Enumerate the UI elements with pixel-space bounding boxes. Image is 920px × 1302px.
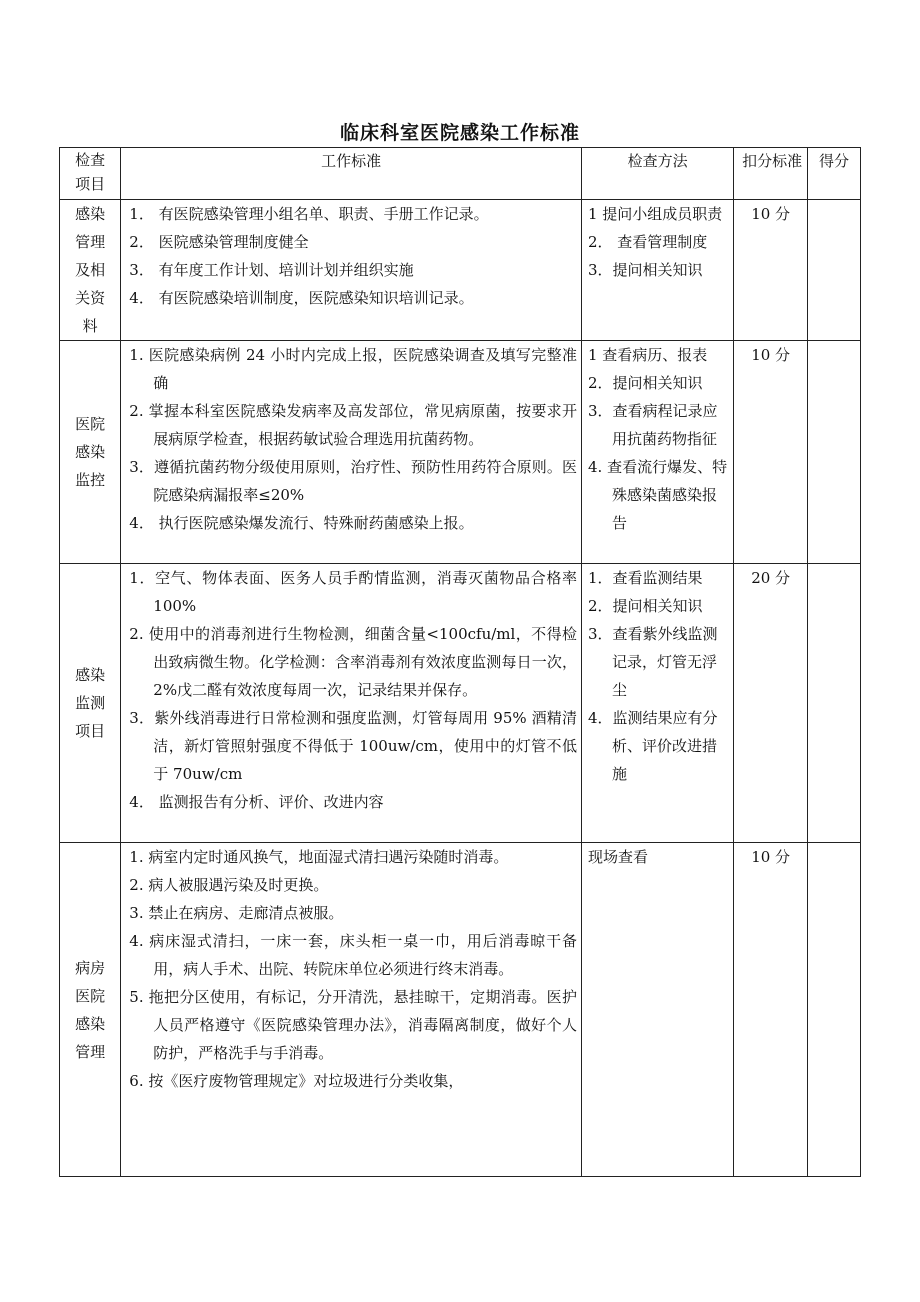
standard-line: 6. 按《医疗废物管理规定》对垃圾进行分类收集， (129, 1072, 464, 1090)
row-score (808, 843, 861, 1177)
table-header-row (60, 148, 861, 200)
row-item: 病房医院感染管理 (60, 843, 121, 1177)
table-row (60, 341, 861, 564)
row-standards (121, 341, 582, 564)
standard-line: 3．紫外线消毒进行日常检测和强度监测，灯管每周用 95% 酒精清洁，新灯管照射强度不得低于 100uw/cm，使用中的灯管不低于 70uw/cm (129, 709, 577, 783)
method-line: 1 查看病历、报表 (588, 346, 708, 364)
row-methods (582, 200, 734, 341)
header-deduct: 扣分标准 (734, 148, 808, 200)
standards-table (59, 147, 861, 1177)
method-line: 1 提问小组成员职责 (588, 205, 723, 223)
row-deduct: 10 分 (734, 200, 808, 341)
standard-line: 3. 禁止在病房、走廊清点被服。 (129, 904, 344, 922)
standard-line: 4． 执行医院感染爆发流行、特殊耐药菌感染上报。 (129, 514, 474, 532)
standard-line: 2. 使用中的消毒剂进行生物检测，细菌含量<100cfu/ml，不得检出致病微生物。化学检测：含率消毒剂有效浓度监测每日一次，2%戊二醛有效浓度每周一次，记录结果并保存。 (129, 625, 577, 699)
header-item: 检查项目 (60, 148, 121, 200)
row-deduct: 10 分 (734, 341, 808, 564)
method-line: 3．查看紫外线监测记录，灯管无浮尘 (588, 625, 718, 699)
standard-line: 3．遵循抗菌药物分级使用原则，治疗性、预防性用药符合原则。医院感染病漏报率≤20% (129, 458, 577, 504)
row-item: 感染管理及相关资料 (60, 200, 121, 341)
standard-line: 4． 有医院感染培训制度，医院感染知识培训记录。 (129, 289, 474, 307)
header-score: 得分 (808, 148, 861, 200)
header-standard: 工作标准 (121, 148, 582, 200)
row-standards (121, 200, 582, 341)
page-title: 临床科室医院感染工作标准 (339, 122, 580, 144)
standard-line: 4． 监测报告有分析、评价、改进内容 (129, 793, 384, 811)
row-score (808, 200, 861, 341)
method-line: 3．提问相关知识 (588, 261, 703, 279)
header-method: 检查方法 (582, 148, 734, 200)
method-line: 4. 查看流行爆发、特殊感染菌感染报告 (588, 458, 728, 532)
standard-line: 1. 病室内定时通风换气，地面湿式清扫遇污染随时消毒。 (129, 848, 509, 866)
standard-line: 5. 拖把分区使用，有标记，分开清洗，悬挂晾干，定期消毒。医护人员严格遵守《医院感染管理办法》，消毒隔离制度，做好个人防护，严格洗手与手消毒。 (129, 988, 577, 1062)
method-line: 2． 查看管理制度 (588, 233, 708, 251)
row-methods (582, 341, 734, 564)
row-methods (582, 564, 734, 843)
row-deduct: 10 分 (734, 843, 808, 1177)
method-line: 2．提问相关知识 (588, 374, 703, 392)
row-standards (121, 843, 582, 1177)
row-item: 感染监测项目 (60, 564, 121, 843)
row-item: 医院感染监控 (60, 341, 121, 564)
row-score (808, 564, 861, 843)
standard-line: 3． 有年度工作计划、培训计划并组织实施 (129, 261, 414, 279)
row-methods (582, 843, 734, 1177)
method-line: 4．监测结果应有分析、评价改进措施 (588, 709, 718, 783)
standard-line: 2. 掌握本科室医院感染发病率及高发部位，常见病原菌，按要求开展病原学检查，根据药敏试验合理选用抗菌药物。 (129, 402, 577, 448)
standard-line: 4. 病床湿式清扫，一床一套，床头柜一桌一巾，用后消毒晾干备用，病人手术、出院、转院床单位必须进行终末消毒。 (129, 932, 577, 978)
row-standards (121, 564, 582, 843)
row-deduct: 20 分 (734, 564, 808, 843)
method-line: 2．提问相关知识 (588, 597, 703, 615)
table-row (60, 200, 861, 341)
standard-line: 1. 医院感染病例 24 小时内完成上报，医院感染调查及填写完整准确 (129, 346, 577, 392)
standard-line: 1．空气、物体表面、医务人员手酌情监测，消毒灭菌物品合格率 100% (129, 569, 577, 615)
method-line: 3．查看病程记录应用抗菌药物指征 (588, 402, 718, 448)
standard-line: 2. 病人被服遇污染及时更换。 (129, 876, 329, 894)
table-row (60, 564, 861, 843)
standard-line: 2． 医院感染管理制度健全 (129, 233, 309, 251)
method-line: 现场查看 (588, 848, 649, 866)
method-line: 1．查看监测结果 (588, 569, 703, 587)
table-row (60, 843, 861, 1177)
row-score (808, 341, 861, 564)
standard-line: 1． 有医院感染管理小组名单、职责、手册工作记录。 (129, 205, 489, 223)
